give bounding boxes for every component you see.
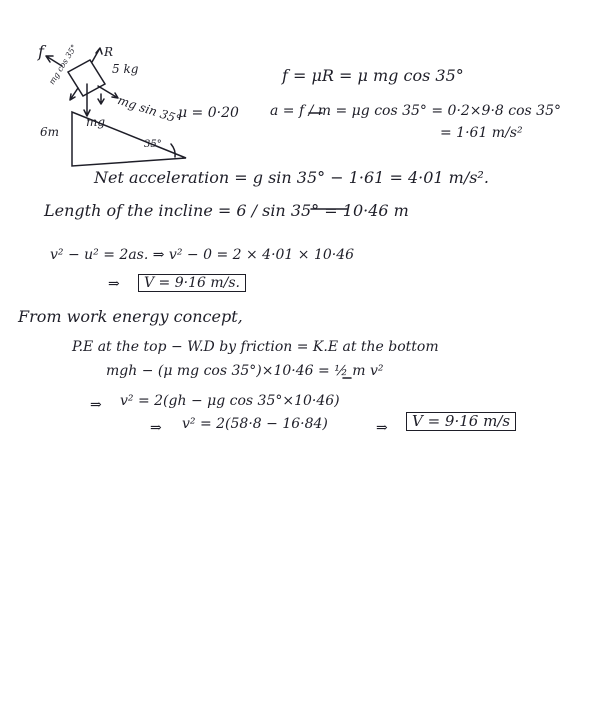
friction-equation: f = μR = μ mg cos 35° xyxy=(282,66,464,85)
friction-label: f xyxy=(38,42,44,61)
mg-sin-label: mg sin 35° xyxy=(115,93,183,127)
mg-label: mg xyxy=(86,115,106,129)
energy-equation-2: v² = 2(gh − μg cos 35°×10·46) xyxy=(120,393,340,409)
mg-arrow xyxy=(84,84,90,116)
implies-arrow-2: ⇒ xyxy=(90,397,102,413)
first-result-box: V = 9·16 m/s. xyxy=(138,274,246,292)
energy-equation-3: v² = 2(58·8 − 16·84) xyxy=(182,416,328,432)
normal-label: R xyxy=(104,45,114,59)
height-label: 6m xyxy=(40,125,60,139)
gravity-arrow xyxy=(98,94,104,104)
mg-cos-arrow xyxy=(70,88,78,100)
energy-statement: P.E at the top − W.D by friction = K.E at the bottom xyxy=(72,339,439,355)
mg-cos-label: mg cos 35° xyxy=(47,42,79,87)
net-acceleration-line: Net acceleration = g sin 35° − 1·61 = 4·01 m/s². xyxy=(94,168,489,187)
angle-label: 35° xyxy=(144,139,162,150)
mu-label: μ = 0·20 xyxy=(178,105,239,121)
angle-arc xyxy=(171,144,175,157)
mass-label: 5 kg xyxy=(112,62,139,76)
implies-arrow-3: ⇒ xyxy=(150,420,162,436)
implies-arrow-4: ⇒ xyxy=(376,420,388,436)
incline-length-line: Length of the incline = 6 / sin 35° = 10·46 m xyxy=(44,201,409,220)
implies-arrow-1: ⇒ xyxy=(108,276,120,292)
normal-arrow xyxy=(92,48,102,62)
energy-equation-1: mgh − (μ mg cos 35°)×10·46 = ½ m v² xyxy=(106,363,384,379)
acceleration-value: = 1·61 m/s² xyxy=(440,125,523,141)
kinematics-line: v² − u² = 2as. ⇒ v² − 0 = 2 × 4·01 × 10·46 xyxy=(50,247,355,263)
second-result-box: V = 9·16 m/s xyxy=(406,412,516,431)
acceleration-equation: a = f / m = μg cos 35° = 0·2×9·8 cos 35° xyxy=(270,103,561,119)
work-energy-heading: From work energy concept, xyxy=(18,307,243,326)
